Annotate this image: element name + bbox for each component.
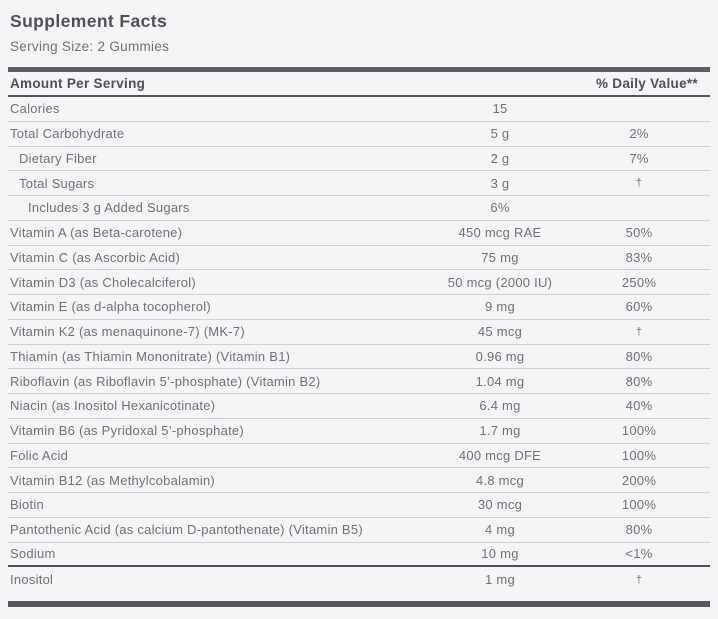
table-row: [8, 320, 710, 345]
nutrient-name: Total Sugars: [19, 175, 95, 191]
daily-value: †: [635, 177, 643, 190]
amount-value: 45 mcg: [477, 324, 523, 340]
amount-value: 4 mg: [485, 522, 515, 538]
nutrient-name: Biotin: [10, 497, 45, 513]
amount-value: 9 mg: [485, 299, 515, 315]
nutrient-name: Inositol: [10, 572, 54, 588]
daily-value: 80%: [625, 373, 653, 389]
amount-value: 1.04 mg: [475, 373, 525, 389]
amount-value: 50 mcg (2000 IU): [447, 274, 553, 290]
table-row: [8, 394, 710, 419]
nutrient-name: Dietary Fiber: [19, 150, 97, 166]
table-row: [8, 122, 710, 147]
daily-value: †: [635, 573, 643, 586]
table-row: [8, 369, 710, 394]
nutrient-rows: [8, 97, 710, 592]
nutrient-name: Vitamin B6 (as Pyridoxal 5’-phosphate): [10, 423, 244, 439]
supplement-facts-panel: [0, 11, 718, 619]
daily-value: 2%: [629, 126, 649, 142]
amount-value: 3 g: [490, 175, 510, 191]
daily-value: 60%: [625, 299, 653, 315]
amount-value: 1 mg: [485, 572, 515, 588]
daily-value: 100%: [621, 423, 657, 439]
table-row: [8, 147, 710, 172]
daily-value: †: [635, 325, 643, 338]
table-row: [8, 518, 710, 543]
amount-value: 2 g: [490, 150, 510, 166]
table-row: [8, 419, 710, 444]
nutrient-name: Includes 3 g Added Sugars: [28, 200, 190, 216]
nutrient-name: Pantothenic Acid (as calcium D-pantothenate) (Vitamin B5): [10, 522, 363, 538]
amount-value: 15: [492, 101, 508, 117]
nutrient-name: Vitamin D3 (as Cholecalciferol): [10, 274, 196, 290]
daily-value: 80%: [625, 348, 653, 364]
nutrient-name: Sodium: [10, 546, 56, 562]
nutrient-name: Vitamin A (as Beta-carotene): [10, 225, 183, 241]
daily-value: 50%: [625, 225, 653, 241]
table-row: [8, 221, 710, 246]
nutrient-name: Thiamin (as Thiamin Mononitrate) (Vitamin B1): [10, 348, 291, 364]
nutrient-name: Total Carbohydrate: [10, 126, 125, 142]
amount-value: 30 mcg: [477, 497, 523, 513]
bottom-divider-bar: [8, 601, 710, 607]
amount-value: 0.96 mg: [475, 348, 525, 364]
nutrient-name: Vitamin K2 (as menaquinone-7) (MK-7): [10, 324, 245, 340]
table-row: [8, 171, 710, 196]
table-row: [8, 493, 710, 518]
amount-value: 450 mcg RAE: [458, 225, 542, 241]
daily-value: 7%: [629, 150, 649, 166]
daily-value: 200%: [621, 472, 657, 488]
table-row: [8, 345, 710, 370]
daily-value: 80%: [625, 522, 653, 538]
amount-value: 5 g: [490, 126, 510, 142]
nutrient-name: Vitamin C (as Ascorbic Acid): [10, 249, 181, 265]
nutrient-name: Vitamin B12 (as Methylcobalamin): [10, 472, 216, 488]
daily-value: <1%: [625, 546, 653, 562]
amount-value: 6%: [490, 200, 510, 216]
table-row: [8, 270, 710, 295]
table-row: [8, 97, 710, 122]
nutrient-name: Niacin (as Inositol Hexanicotinate): [10, 398, 216, 414]
daily-value: 100%: [621, 497, 657, 513]
table-row: [8, 246, 710, 271]
table-row: [8, 196, 710, 221]
table-row: [8, 295, 710, 320]
table-header: [8, 72, 710, 97]
table-row: [8, 543, 710, 568]
amount-value: 4.8 mcg: [476, 472, 524, 488]
nutrient-name: Riboflavin (as Riboflavin 5’-phosphate) (Vitamin B2): [10, 373, 321, 389]
table-row: [8, 468, 710, 493]
column-header-amount-per-serving: Amount Per Serving: [10, 76, 146, 91]
daily-value: 250%: [621, 274, 657, 290]
daily-value: 100%: [621, 447, 657, 463]
table-row: [8, 567, 710, 592]
daily-value: 40%: [625, 398, 653, 414]
nutrient-name: Folic Acid: [10, 447, 69, 463]
panel-title: Supplement Facts: [10, 11, 168, 31]
nutrient-name: Calories: [10, 101, 60, 117]
amount-value: 75 mg: [481, 249, 519, 265]
table-row: [8, 444, 710, 469]
amount-value: 1.7 mg: [479, 423, 521, 439]
amount-value: 10 mg: [481, 546, 519, 562]
column-header-daily-value: % Daily Value**: [595, 76, 698, 91]
amount-value: 6.4 mg: [479, 398, 521, 414]
nutrient-name: Vitamin E (as d-alpha tocopherol): [10, 299, 211, 315]
serving-size: Serving Size: 2 Gummies: [10, 39, 170, 54]
amount-value: 400 mcg DFE: [458, 447, 542, 463]
daily-value: 83%: [625, 249, 653, 265]
